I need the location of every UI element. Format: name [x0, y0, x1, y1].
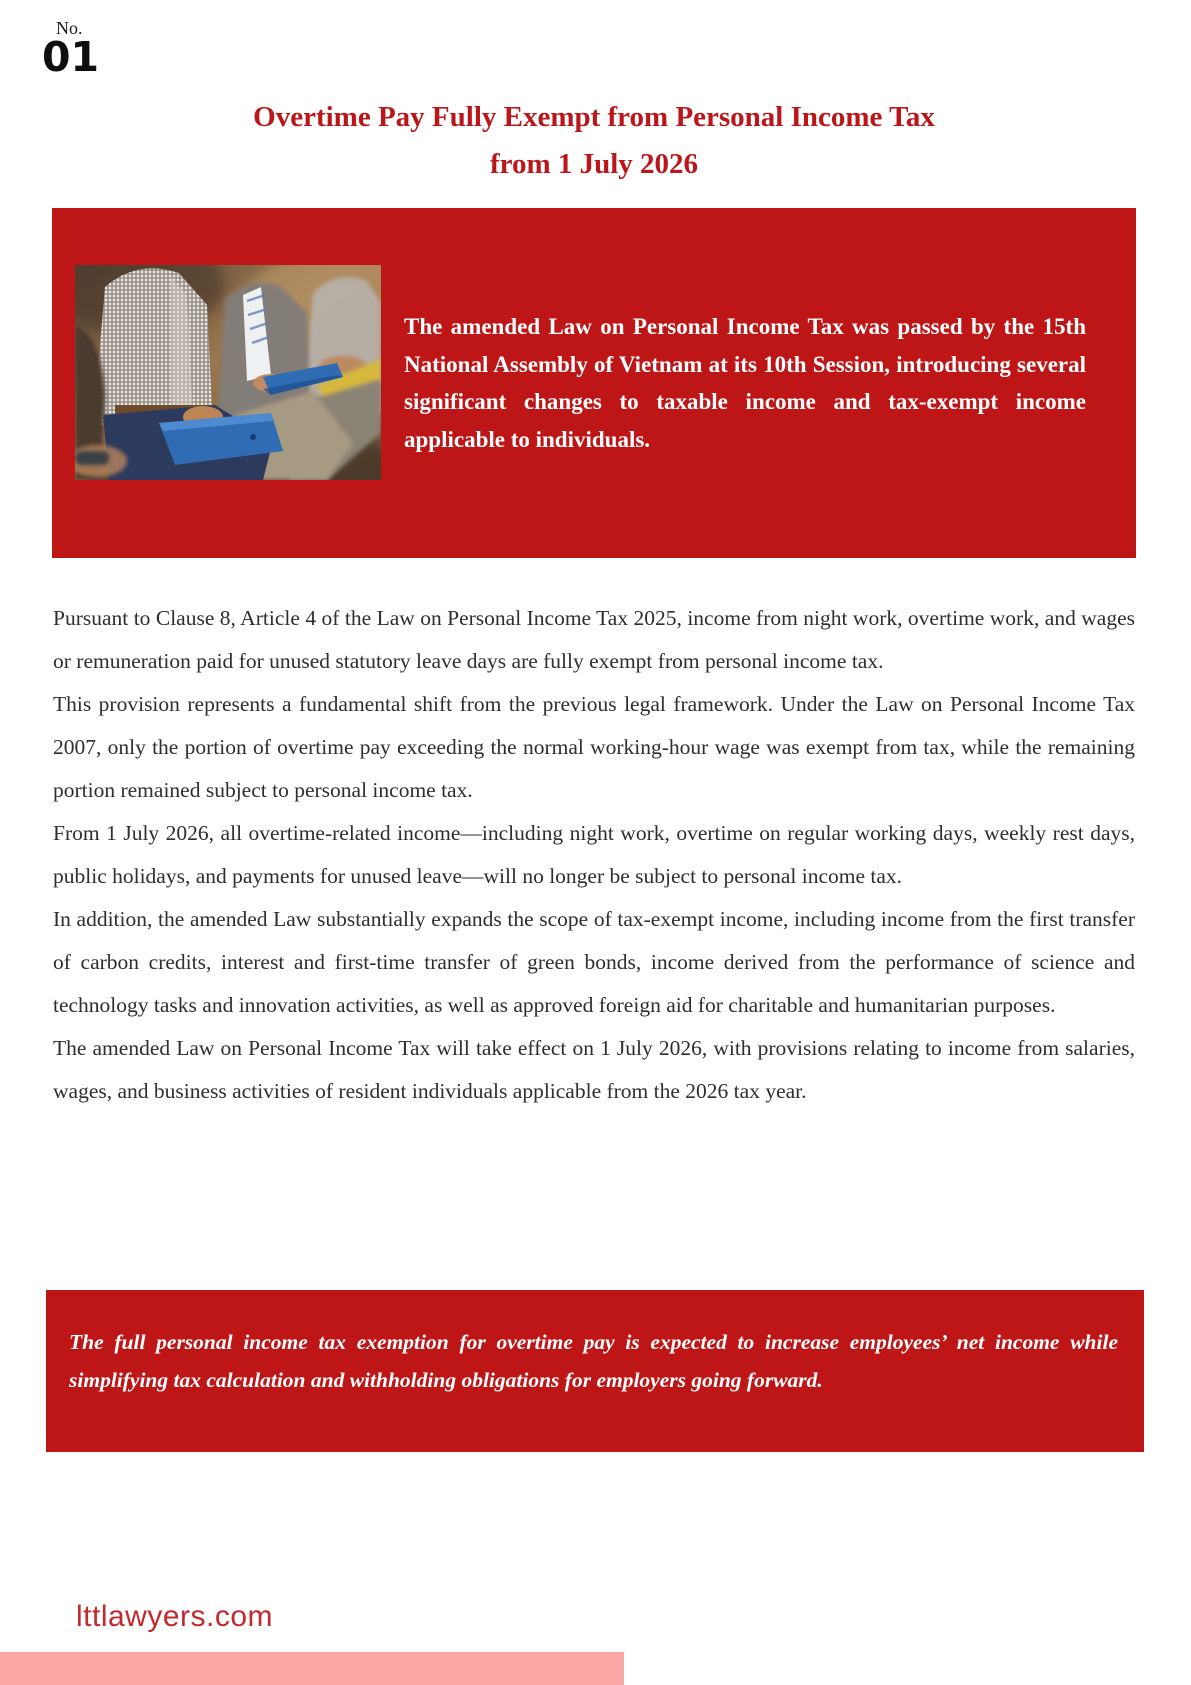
page-title: [52, 94, 1136, 188]
article-body: [53, 597, 1135, 1113]
article-paragraph: From 1 July 2026, all overtime-related income—including night work, overtime on regular working days, weekly rest days, public holidays, and payments for unused leave—will no longer be subject to personal income tax.: [53, 821, 1135, 888]
hero-summary: The amended Law on Personal Income Tax was passed by the 15th National Assembly of Vietnam at its 10th Session, introducing several significant changes to taxable income and tax-exempt income applicable to individuals.: [404, 314, 1086, 452]
issue-number: 01: [42, 33, 100, 81]
seated-people-illustration: [75, 265, 381, 480]
callout-banner: [46, 1290, 1144, 1452]
article-paragraph: Pursuant to Clause 8, Article 4 of the Law on Personal Income Tax 2025, income from night work, overtime work, and wages or remuneration paid for unused statutory leave days are fully exempt from personal income tax.: [53, 606, 1135, 673]
website-link[interactable]: lttlawyers.com: [76, 1600, 274, 1633]
callout-text: The full personal income tax exemption for overtime pay is expected to increase employees’ net income while simplifying tax calculation and withholding obligations for employers going forward.: [69, 1330, 1118, 1392]
article-paragraph: The amended Law on Personal Income Tax will take effect on 1 July 2026, with provisions relating to income from salaries, wages, and business activities of resident individuals applicable from the 2026 tax year.: [53, 1036, 1135, 1103]
article-paragraph: In addition, the amended Law substantially expands the scope of tax-exempt income, including income from the first transfer of carbon credits, interest and first-time transfer of green bonds, income derived from the performance of science and technology tasks and innovation activities, as well as approved foreign aid for charitable and humanitarian purposes.: [53, 907, 1135, 1017]
article-paragraph: This provision represents a fundamental shift from the previous legal framework. Under the Law on Personal Income Tax 2007, only the portion of overtime pay exceeding the normal working-hour wage was exempt from tax, while the remaining portion remained subject to personal income tax.: [53, 692, 1135, 802]
issue-label: No.: [56, 18, 83, 38]
seated-people-photo: [75, 265, 381, 480]
hero-banner: [52, 208, 1136, 558]
footer-accent-bar: [0, 1652, 624, 1685]
title-line-1: Overtime Pay Fully Exempt from Personal Income Tax: [253, 101, 935, 133]
title-line-2: from 1 July 2026: [489, 148, 699, 180]
